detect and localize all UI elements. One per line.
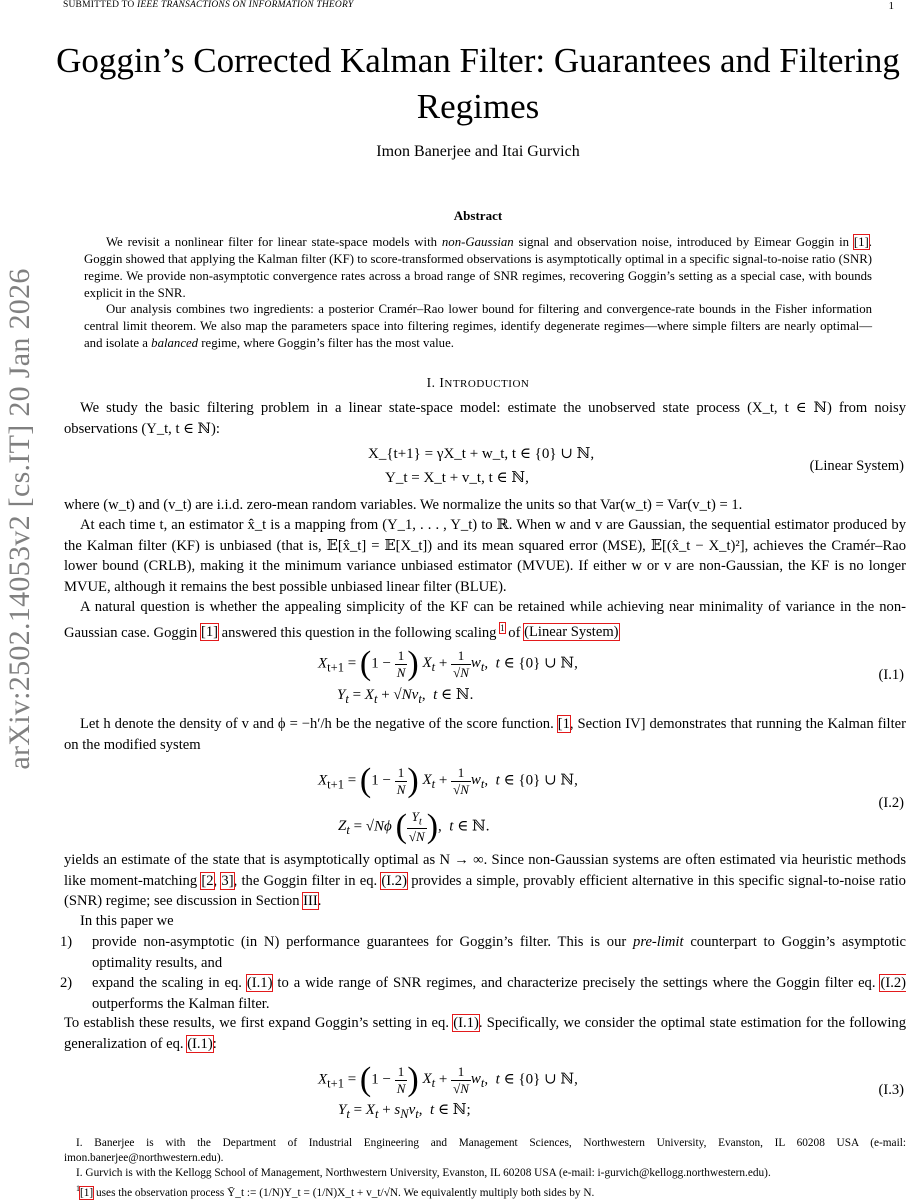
intro-paragraph-7: In this paper we bbox=[80, 913, 174, 929]
footnote-1: $^1$[1] uses the observation process Ȳ_t := (1/N)Y_t = (1/N)X_t + v_t/√N. We equivalently multiply both sides by N. bbox=[76, 1184, 595, 1199]
section-link[interactable]: III bbox=[303, 893, 318, 909]
equation-label-linear-system: (Linear System) bbox=[809, 458, 904, 474]
equation-label-I3: (I.3) bbox=[878, 1082, 904, 1098]
equation-I1-line-2: $Y_t = X_t + √Nv_t$, t ∈ ℕ. bbox=[337, 687, 474, 706]
equation-link[interactable]: (I.2) bbox=[381, 872, 407, 889]
intro-paragraph-1: We study the basic filtering problem in a linear state-space model: estimate the unobserved state process (X_t, t ∈ ℕ) from noisy observations (Y_t, t ∈ ℕ): bbox=[64, 400, 906, 437]
running-header: SUBMITTED TO IEEE TRANSACTIONS ON INFORMATION THEORY bbox=[63, 0, 354, 10]
intro-paragraph-5: Let h denote the density of v and ϕ = −h′/h be the negative of the score function. [1, Section IV] demonstrates that running the Kalman filter on the modified system bbox=[64, 716, 906, 753]
abstract-heading: Abstract bbox=[453, 208, 503, 223]
equation-label-I1: (I.1) bbox=[878, 667, 904, 683]
citation-link[interactable]: [2 bbox=[201, 872, 214, 889]
equation-link[interactable]: (I.2) bbox=[880, 975, 906, 991]
abstract-paragraph-2: Our analysis combines two ingredients: a posterior Cramér–Rao lower bound for filtering and convergence-rate bounds in the Fisher information central limit theorem. We also map the parameters space into filtering regimes, identify degenerate regimes—where simple filters are nearly optimal—and isolate a balanced regime, where Goggin’s filter has the most value. bbox=[84, 302, 872, 350]
intro-paragraph-4: A natural question is whether the appealing simplicity of the KF can be retained while achieving near minimality of variance in the non-Gaussian case. Goggin [1] answered this question in the following scaling $^1$ of (Linear System) bbox=[64, 599, 906, 641]
footnote-link[interactable]: 1 bbox=[500, 622, 505, 633]
equation-I1-line-1: $X_{t+1} = (1$ − $\frac{1}{N}$ ) $X_t$ + $\frac{1}{√N}$ $w_t$, t ∈ {0} ∪ ℕ, bbox=[318, 645, 578, 682]
footnote-author-1: I. Banerjee is with the Department of Industrial Engineering and Management Sciences, Northwestern University, Evanston, IL 60208 USA (e-mail: imon.banerjee@northwestern.edu). bbox=[64, 1137, 906, 1164]
equation-label-I2: (I.2) bbox=[878, 795, 904, 811]
page-number: 1 bbox=[888, 0, 894, 12]
equation-I2-line-1: $X_{t+1} = (1$ − $\frac{1}{N}$ ) $X_t$ + $\frac{1}{√N}$ $w_t$, t ∈ {0} ∪ ℕ, bbox=[318, 762, 578, 799]
equation-link[interactable]: (I.1) bbox=[453, 1015, 479, 1031]
equation-linear-system-line-1: X_{t+1} = γX_t + w_t, t ∈ {0} ∪ ℕ, bbox=[368, 446, 595, 462]
equation-I3-line-1: $X_{t+1} = (1$ − $\frac{1}{N}$ ) $X_t$ + $\frac{1}{√N}$ $w_t$, t ∈ {0} ∪ ℕ, bbox=[318, 1061, 578, 1098]
paper-title: Goggin’s Corrected Kalman Filter: Guarantees and Filtering Regimes bbox=[56, 41, 900, 126]
equation-linear-system-line-2: Y_t = X_t + v_t, t ∈ ℕ, bbox=[385, 470, 529, 486]
intro-paragraph-2: where (w_t) and (v_t) are i.i.d. zero-mean random variables. We normalize the units so that Var(w_t) = Var(v_t) = 1. bbox=[64, 497, 743, 513]
paper-authors: Imon Banerjee and Itai Gurvich bbox=[376, 143, 580, 160]
equation-link[interactable]: (I.1) bbox=[246, 975, 273, 991]
contribution-list-item-1: 1) provide non-asymptotic (in N) performance guarantees for Goggin’s filter. This is our pre-limit counterpart to Goggin’s asymptotic optimality results, and bbox=[60, 934, 906, 971]
equation-I2-line-2: $Z_t = √N\phi$ ( $\frac{Y_t}{√N}$ ), t ∈ ℕ. bbox=[338, 808, 490, 845]
arxiv-stamp[interactable]: arXiv:2502.14053v2 [cs.IT] 20 Jan 2026 bbox=[3, 268, 36, 770]
contribution-list-item-2: 2) expand the scaling in eq. (I.1) to a wide range of SNR regimes, and characterize precisely the settings where the Goggin filter eq. (I.2) outperforms the Kalman filter. bbox=[60, 975, 906, 1012]
equation-link[interactable]: (Linear System) bbox=[524, 624, 619, 641]
equation-I3-line-2: $Y_t = X_t + s_Nv_t$, t ∈ ℕ; bbox=[338, 1102, 471, 1121]
intro-paragraph-8: To establish these results, we first expand Goggin’s setting in eq. (I.1). Specifically, we consider the optimal state estimation for the following generalization of eq. (I.1): bbox=[64, 1015, 906, 1052]
citation-link[interactable]: [1] bbox=[853, 235, 869, 249]
citation-link[interactable]: [1 bbox=[557, 716, 570, 732]
citation-link[interactable]: [1] bbox=[80, 1186, 94, 1199]
section-heading: I. INTRODUCTION bbox=[426, 375, 530, 390]
citation-link[interactable]: [1] bbox=[201, 624, 219, 641]
equation-link[interactable]: (I.1) bbox=[187, 1035, 213, 1052]
intro-paragraph-6: yields an estimate of the state that is asymptotically optimal as N → ∞. Since non-Gaussian systems are often estimated via heuristic methods like moment-matching [2, 3], the Goggin filter in eq. (I.2) provides a simple, provably efficient alternative in this specific signal-to-noise ratio (SNR) regime; see discussion in Section III. bbox=[64, 852, 906, 909]
footnote-author-2: I. Gurvich is with the Kellogg School of Management, Northwestern University, Evanston, IL 60208 USA (e-mail: i-gurvich@kellogg.northwestern.edu). bbox=[76, 1167, 771, 1179]
intro-paragraph-3: At each time t, an estimator x̂_t is a mapping from (Y_1, . . . , Y_t) to ℝ. When w and v are Gaussian, the sequential estimator produced by the Kalman filter (KF) is unbiased (that is, 𝔼[x̂_t] = 𝔼[X_t]) and its mean squared error (MSE), 𝔼[(x̂_t − X_t)²], achieves the Cramér–Rao lower bound (CRLB), making it the minimum variance unbiased estimator (MVUE). If either w or v are non-Gaussian, the KF is no longer MVUE, although it remains the best possible unbiased linear filter (BLUE). bbox=[64, 517, 906, 595]
abstract-paragraph-1: We revisit a nonlinear filter for linear state-space models with non-Gaussian signal and observation noise, introduced by Eimear Goggin in [1]. Goggin showed that applying the Kalman filter (KF) to score-transformed observations is asymptotically optimal in a specific signal-to-noise ratio (SNR) regime. We provide non-asymptotic convergence rates across a broad range of SNR regimes, recovering Goggin’s setting as a special case, with bounds explicit in the SNR. bbox=[84, 235, 872, 300]
citation-link[interactable]: 3] bbox=[221, 872, 234, 889]
